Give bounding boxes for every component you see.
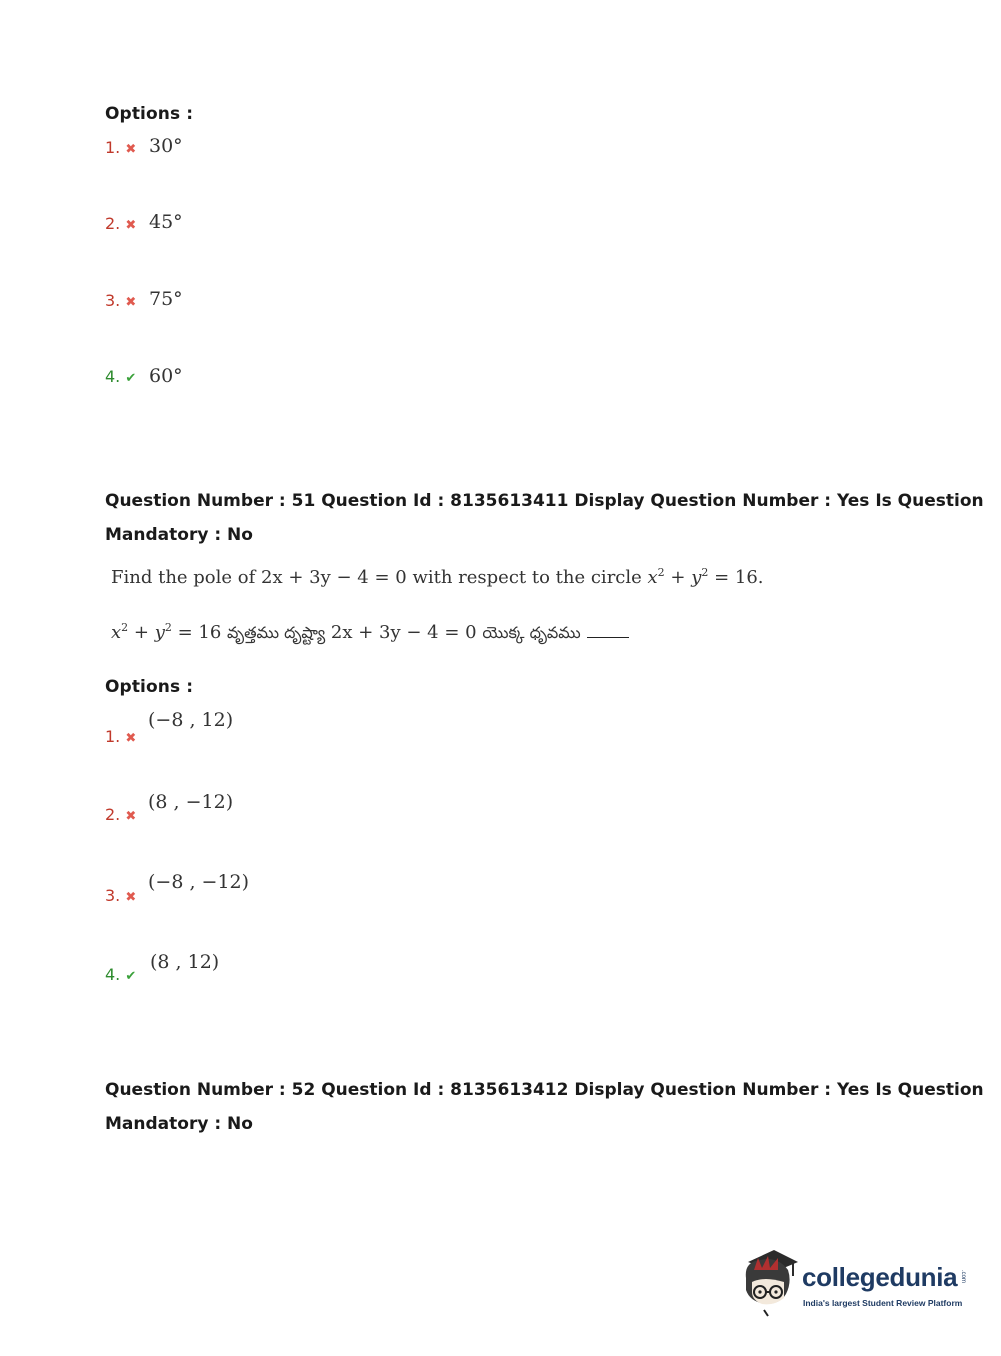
equation: 2x + 3y − 4 = 0	[325, 622, 483, 643]
text-fragment: +	[128, 622, 155, 643]
option-value: (8 , −12)	[148, 791, 234, 813]
option-number: 1.	[105, 138, 121, 157]
option-value: 60°	[149, 365, 183, 387]
question-mandatory: Mandatory : No	[105, 1114, 253, 1134]
option-item	[105, 886, 136, 905]
option-value: 30°	[149, 135, 183, 157]
option-number: 1.	[105, 727, 121, 746]
cross-icon: ✖	[125, 295, 137, 310]
option-item	[105, 291, 136, 310]
text-fragment: = 16.	[708, 567, 764, 588]
exponent: 2	[164, 621, 172, 634]
cross-icon: ✖	[125, 218, 137, 233]
cross-icon: ✖	[125, 809, 137, 824]
option-item	[105, 805, 136, 824]
mascot-icon	[740, 1248, 802, 1318]
exponent: 2	[121, 621, 129, 634]
brand-name: collegedunia	[802, 1262, 958, 1292]
cross-icon: ✖	[125, 731, 137, 746]
option-number: 3.	[105, 291, 121, 310]
option-value: 45°	[149, 211, 183, 233]
check-icon: ✔	[125, 371, 137, 386]
telugu-word: యొక్క ధృవము	[482, 623, 581, 642]
text-fragment: = 16	[171, 622, 228, 643]
text-fragment: +	[664, 567, 692, 588]
option-number: 2.	[105, 805, 121, 824]
text-fragment: with respect to the circle	[406, 567, 648, 588]
options-label: Options :	[105, 677, 194, 697]
option-item	[105, 965, 136, 984]
question-header: Question Number : 51 Question Id : 8135613411 Display Question Number : Yes Is Question	[105, 491, 984, 511]
cross-icon: ✖	[125, 142, 137, 157]
option-item	[105, 138, 136, 157]
question-header: Question Number : 52 Question Id : 8135613412 Display Question Number : Yes Is Question	[105, 1080, 984, 1100]
brand-tagline: India's largest Student Review Platform	[803, 1298, 963, 1308]
option-value: (−8 , 12)	[148, 709, 234, 731]
var-y: y	[154, 622, 165, 643]
exponent: 2	[657, 566, 665, 579]
option-item	[105, 214, 136, 233]
exponent: 2	[701, 566, 709, 579]
option-number: 3.	[105, 886, 121, 905]
brand-domain: .com	[960, 1270, 966, 1284]
check-icon: ✔	[125, 969, 137, 984]
option-number: 2.	[105, 214, 121, 233]
option-value: (−8 , −12)	[148, 871, 250, 893]
option-number: 4.	[105, 367, 121, 386]
equation: 2x + 3y − 4 = 0	[261, 567, 407, 588]
question-mandatory: Mandatory : No	[105, 525, 253, 545]
var-y: y	[691, 567, 702, 588]
telugu-word: వృత్తము దృష్ట్యా	[227, 623, 326, 642]
var-x: x	[647, 567, 658, 588]
answer-blank	[587, 637, 629, 638]
option-item	[105, 367, 136, 386]
text-fragment: Find the pole of	[111, 567, 261, 588]
cross-icon: ✖	[125, 890, 137, 905]
option-number: 4.	[105, 965, 121, 984]
var-x: x	[111, 622, 122, 643]
question-text-telugu	[111, 621, 629, 646]
option-value: (8 , 12)	[150, 951, 220, 973]
option-value: 75°	[149, 288, 183, 310]
options-label: Options :	[105, 104, 194, 124]
question-text-english	[111, 566, 764, 588]
option-item	[105, 727, 136, 746]
